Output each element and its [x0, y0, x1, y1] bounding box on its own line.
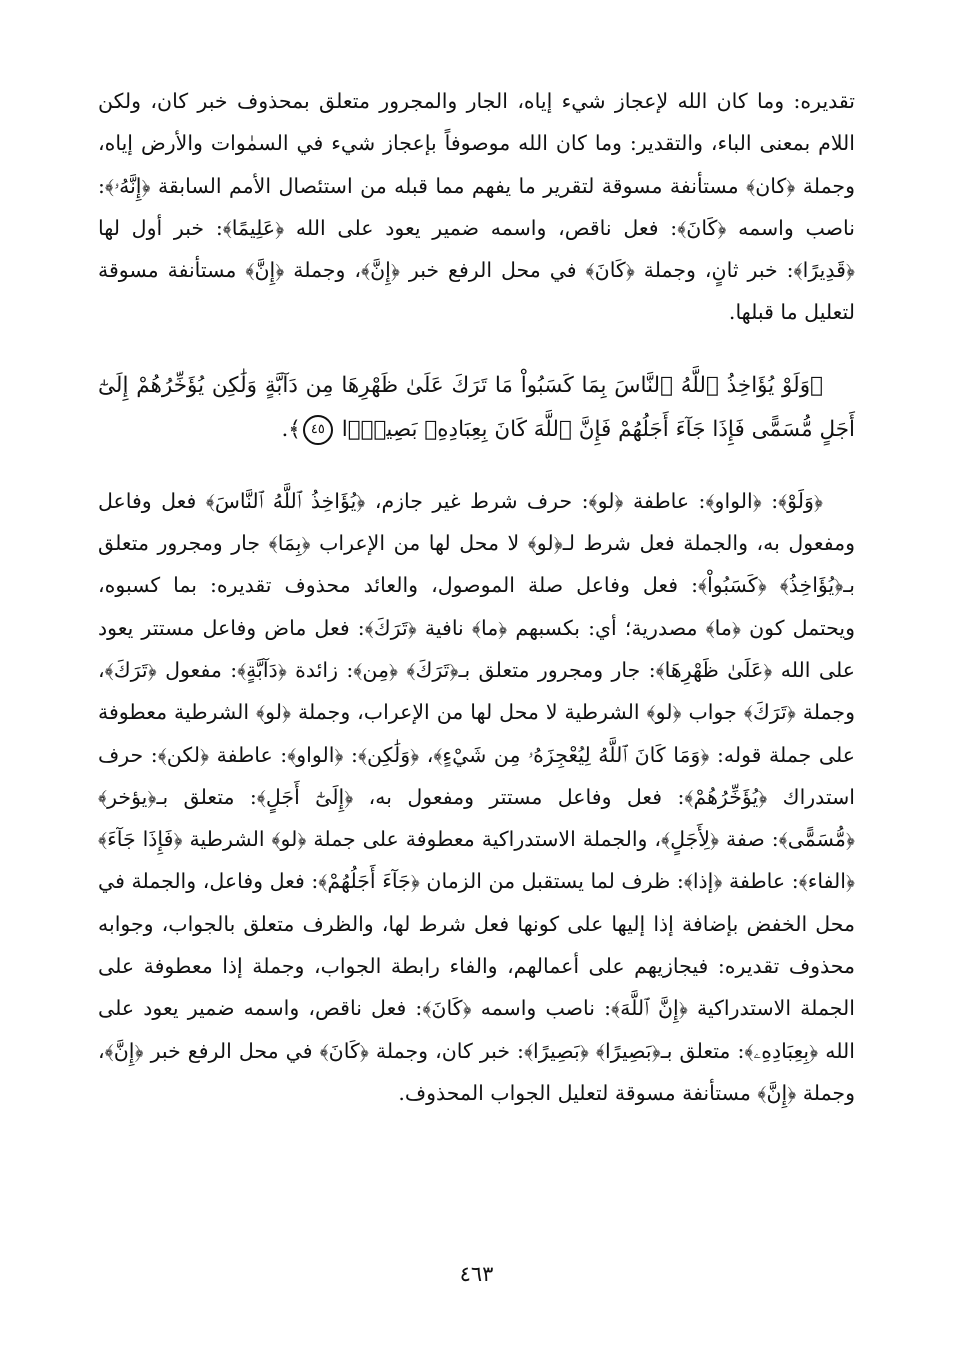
quran-verse	[98, 364, 855, 452]
page-number: ٤٦٣	[459, 1262, 494, 1286]
quran-verse-block	[98, 364, 855, 452]
ayah-number-marker: ٤٥	[303, 415, 333, 445]
commentary-paragraph-irab: ﴿وَلَوْ﴾: ﴿الواو﴾: عاطفة ﴿لو﴾: حرف شرط غير جازم، ﴿يُؤَاخِذُ ٱللَّهُ ٱلنَّاسَ﴾ فعل وفاعل ومفعول به، والجملة فعل شرط لـ﴿لو﴾ لا محل لها من الإعراب ﴿بِمَا﴾ جار ومجرور متعلق بـ﴿يُؤَاخِذُ﴾ ﴿كَسَبُواْ﴾: فعل وفاعل صلة الموصول، والعائد محذوف تقديره: بما كسبوه، ويحتمل كون ﴿ما﴾ مصدرية؛ أي: بكسبهم ﴿ما﴾ نافية ﴿تَرَكَ﴾: فعل ماض وفاعل مستتر يعود على الله ﴿عَلَىٰ ظَهْرِهَا﴾: جار ومجرور متعلق بـ﴿تَرَكَ﴾ ﴿مِن﴾: زائدة ﴿دَآبَّةٍ﴾: مفعول ﴿تَرَكَ﴾، وجملة ﴿تَرَكَ﴾ جواب ﴿لو﴾ الشرطية لا محل لها من الإعراب، وجملة ﴿لو﴾ الشرطية معطوفة على جملة قوله: ﴿وَمَا كَانَ ٱللَّهُ لِيُعْجِزَهُۥ مِن شَيْءٍ﴾، ﴿وَلَٰكِن﴾: ﴿الواو﴾: عاطفة ﴿لكن﴾: حرف استدراك ﴿يُؤَخِّرُهُمْ﴾: فعل وفاعل مستتر ومفعول به، ﴿إِلَىٰٓ أَجَلٍ﴾: متعلق بـ﴿يؤخر﴾ ﴿مُّسَمًّى﴾: صفة ﴿لِأَجَلٍ﴾، والجملة الاستدراكية معطوفة على جملة ﴿لو﴾ الشرطية ﴿فَإِذَا جَآءَ﴾ ﴿الفاء﴾: عاطفة ﴿إذا﴾: ظرف لما يستقبل من الزمان ﴿جَآءَ أَجَلُهُمْ﴾: فعل وفاعل، والجملة في محل الخفض بإضافة إذا إليها على كونها فعل شرط لها، والظرف متعلق بالجواب، وجوابه محذوف تقديره: فيجازيهم على أعمالهم، والفاء رابطة الجواب، وجملة إذا معطوفة على الجملة الاستدراكية ﴿إِنَّ ٱللَّهَ﴾: ناصب واسمه ﴿كَانَ﴾: فعل ناقص، واسمه ضمير يعود على الله ﴿بِعِبَادِهِۦ﴾: متعلق بـ﴿بَصِيرًا﴾ ﴿بَصِيرًا﴾: خبر كان، وجملة ﴿كَانَ﴾ في محل الرفع خبر ﴿إِنَّ﴾، وجملة ﴿إِنَّ﴾ مستأنفة مسوقة لتعليل الجواب المحذوف.	[98, 488, 855, 1105]
commentary-paragraph-intro: تقديره: وما كان الله لإعجاز شيء إياه، الجار والمجرور متعلق بمحذوف خبر كان، ولكن اللام بمعنى الباء، والتقدير: وما كان الله موصوفاً بإعجاز شيء في السمٰوات والأرض إياه، وجملة ﴿كان﴾ مستأنفة مسوقة لتقرير ما يفهم مما قبله من استئصال الأمم السابقة ﴿إِنَّهُۥ﴾: ناصب واسمه ﴿كَانَ﴾: فعل ناقص، واسمه ضمير يعود على الله ﴿عَلِيمًا﴾: خبر أول لها ﴿قَدِيرًا﴾: خبر ثانٍ، وجملة ﴿كَانَ﴾ في محل الرفع خبر ﴿إِنَّ﴾، وجملة ﴿إِنَّ﴾ مستأنفة مسوقة لتعليل ما قبلها.	[98, 89, 855, 325]
verse-text: ﴿وَلَوْ يُؤَاخِذُ ٱللَّهُ ٱلنَّاسَ بِمَا كَسَبُواْ مَا تَرَكَ عَلَىٰ ظَهْرِهَا مِن دَآبَّةٍ وَلَٰكِن يُؤَخِّرُهُمْ إِلَىٰٓ أَجَلٍ مُّسَمًّى فَإِذَا جَآءَ أَجَلُهُمْ فَإِنَّ ٱللَّهَ كَانَ بِعِبَادِهِۦ بَصِيرًۢا	[98, 372, 855, 442]
verse-closing-bracket: ﴾.	[281, 416, 301, 442]
